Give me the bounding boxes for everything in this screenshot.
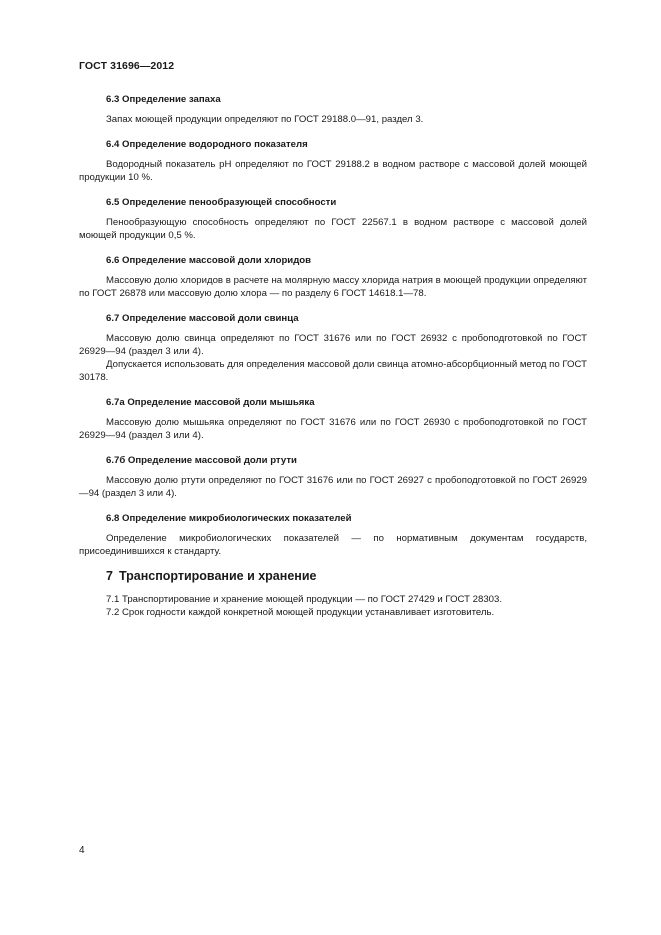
section-6-8 xyxy=(79,512,587,558)
section-paragraph: Массовую долю хлоридов в расчете на молярную массу хлорида натрия в моющей продукции определяют по ГОСТ 26878 или массовую долю хлора — по разделу 6 ГОСТ 14618.1—78. xyxy=(79,275,587,299)
section-6-4 xyxy=(79,138,587,184)
chapter-7-heading xyxy=(79,570,587,583)
document-body xyxy=(79,93,587,619)
section-paragraph: Водородный показатель pH определяют по ГОСТ 29188.2 в водном растворе с массовой долей моющей продукции 10 %. xyxy=(79,159,587,183)
section-title: 6.8 Определение микробиологических показателей xyxy=(106,513,352,524)
section-paragraph: Запах моющей продукции определяют по ГОСТ 29188.0—91, раздел 3. xyxy=(106,114,424,125)
chapter-item: 7.2 Срок годности каждой конкретной моющей продукции устанавливает изготовитель. xyxy=(106,607,495,618)
chapter-number: 7 xyxy=(106,569,113,583)
section-6-6 xyxy=(79,254,587,300)
section-paragraph: Массовую долю свинца определяют по ГОСТ 31676 или по ГОСТ 26932 с пробоподготовкой по ГОСТ 26929—94 (раздел 3 или 4). xyxy=(79,333,587,357)
section-6-7 xyxy=(79,312,587,384)
section-6-3 xyxy=(79,93,587,126)
section-6-7b xyxy=(79,454,587,500)
section-title: 6.6 Определение массовой доли хлоридов xyxy=(106,255,312,266)
section-title: 6.7 Определение массовой доли свинца xyxy=(106,313,299,324)
section-paragraph: Массовую долю ртути определяют по ГОСТ 31676 или по ГОСТ 26927 с пробоподготовкой по ГОСТ 26929—94 (раздел 3 или 4). xyxy=(79,475,587,499)
document-code-header: ГОСТ 31696—2012 xyxy=(79,60,175,72)
section-paragraph: Определение микробиологических показателей — по нормативным документам государств, присоединившихся к стандарту. xyxy=(79,533,587,557)
section-title: 6.7а Определение массовой доли мышьяка xyxy=(106,397,315,408)
section-title: 6.4 Определение водородного показателя xyxy=(106,139,308,150)
section-6-7a xyxy=(79,396,587,442)
section-paragraph: Допускается использовать для определения массовой доли свинца атомно-абсорбционный метод по ГОСТ 30178. xyxy=(79,359,587,383)
chapter-title: Транспортирование и хранение xyxy=(118,569,317,583)
section-paragraph: Пенообразующую способность определяют по ГОСТ 22567.1 в водном растворе с массовой долей моющей продукции 0,5 %. xyxy=(79,217,587,241)
page-number: 4 xyxy=(79,845,85,856)
chapter-item: 7.1 Транспортирование и хранение моющей продукции — по ГОСТ 27429 и ГОСТ 28303. xyxy=(106,594,503,605)
section-title: 6.5 Определение пенообразующей способности xyxy=(106,197,337,208)
section-title: 6.3 Определение запаха xyxy=(106,94,221,105)
section-paragraph: Массовую долю мышьяка определяют по ГОСТ 31676 или по ГОСТ 26930 с пробоподготовкой по ГОСТ 26929—94 (раздел 3 или 4). xyxy=(79,417,587,441)
section-6-5 xyxy=(79,196,587,242)
section-title: 6.7б Определение массовой доли ртути xyxy=(106,455,297,466)
